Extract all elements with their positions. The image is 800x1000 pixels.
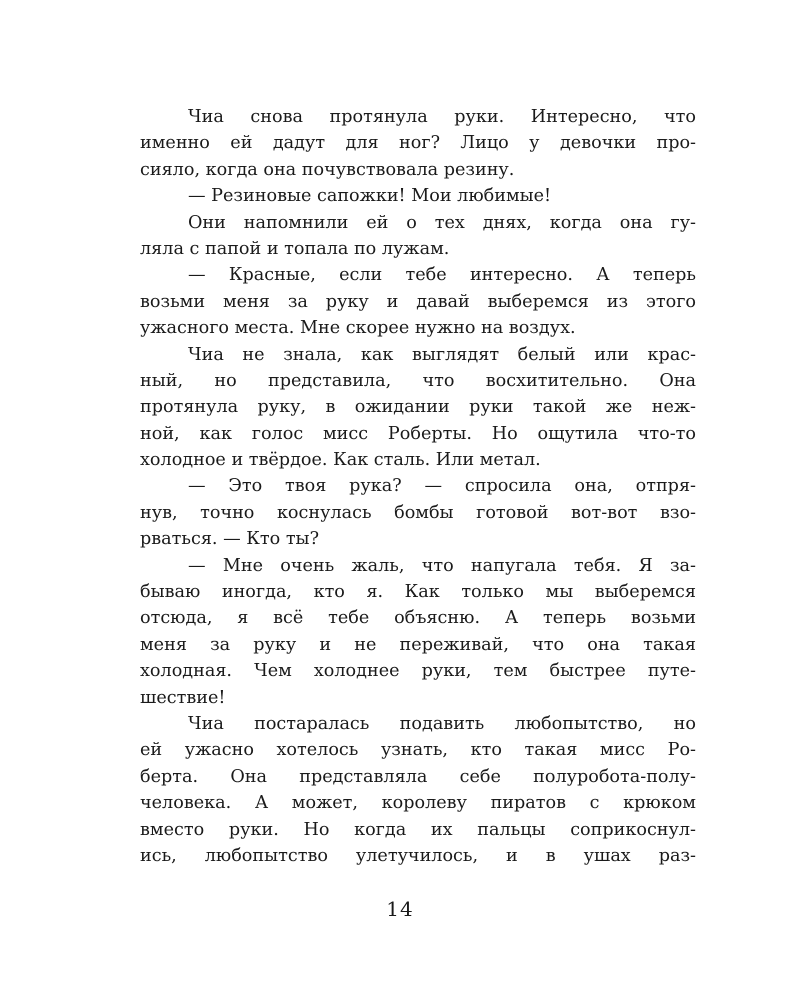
text-line: берта. Она представляла себе полуробота-полу- — [140, 766, 696, 787]
text-line: ужасного места. Мне скорее нужно на воздух. — [140, 318, 576, 339]
text-line: возьми меня за руку и давай выберемся из этого — [140, 291, 696, 312]
text-line: шествие! — [140, 687, 226, 708]
text-line: Чиа снова протянула руки. Интересно, что — [188, 107, 696, 127]
page-number: 14 — [386, 897, 414, 921]
text-line: именно ей дадут для ног? Лицо у девочки про- — [140, 133, 696, 154]
text-line: сияло, когда она почувствовала резину. — [140, 159, 515, 180]
text-line: человека. А может, королеву пиратов с крюком — [140, 793, 696, 814]
text-line: рваться. — Кто ты? — [140, 529, 319, 550]
body-text — [140, 104, 696, 869]
text-line: вместо руки. Но когда их пальцы соприкоснул- — [140, 819, 696, 840]
text-line: ей ужасно хотелось узнать, кто такая мисс Ро- — [140, 740, 696, 761]
text-line: ись, любопытство улетучилось, и в ушах раз- — [140, 845, 696, 866]
text-line: ной, как голос мисс Роберты. Но ощутила что-то — [140, 423, 696, 444]
text-line: ный, но представила, что восхитительно. Она — [140, 370, 696, 391]
text-line: — Мне очень жаль, что напугала тебя. Я за- — [188, 555, 696, 576]
text-line: — Резиновые сапожки! Мои любимые! — [188, 186, 552, 207]
text-line: бываю иногда, кто я. Как только мы выберемся — [140, 582, 696, 603]
text-line: Чиа постаралась подавить любопытство, но — [188, 713, 696, 734]
text-line: протянула руку, в ожидании руки такой же неж- — [140, 397, 696, 418]
text-line: холодное и твёрдое. Как сталь. Или метал. — [140, 450, 541, 471]
text-line: Они напомнили ей о тех днях, когда она гу- — [188, 212, 696, 233]
text-line: нув, точно коснулась бомбы готовой вот-вот взо- — [140, 502, 696, 523]
text-line: меня за руку и не переживай, что она такая — [140, 634, 696, 655]
text-line: отсюда, я всё тебе объясню. А теперь возьми — [140, 608, 696, 629]
text-line: холодная. Чем холоднее руки, тем быстрее путе- — [140, 661, 696, 682]
text-line: — Красные, если тебе интересно. А теперь — [188, 265, 696, 286]
text-line: Чиа не знала, как выглядят белый или крас- — [188, 344, 696, 365]
text-line: — Это твоя рука? — спросила она, отпря- — [188, 476, 696, 497]
text-line: ляла с папой и топала по лужам. — [140, 238, 450, 259]
